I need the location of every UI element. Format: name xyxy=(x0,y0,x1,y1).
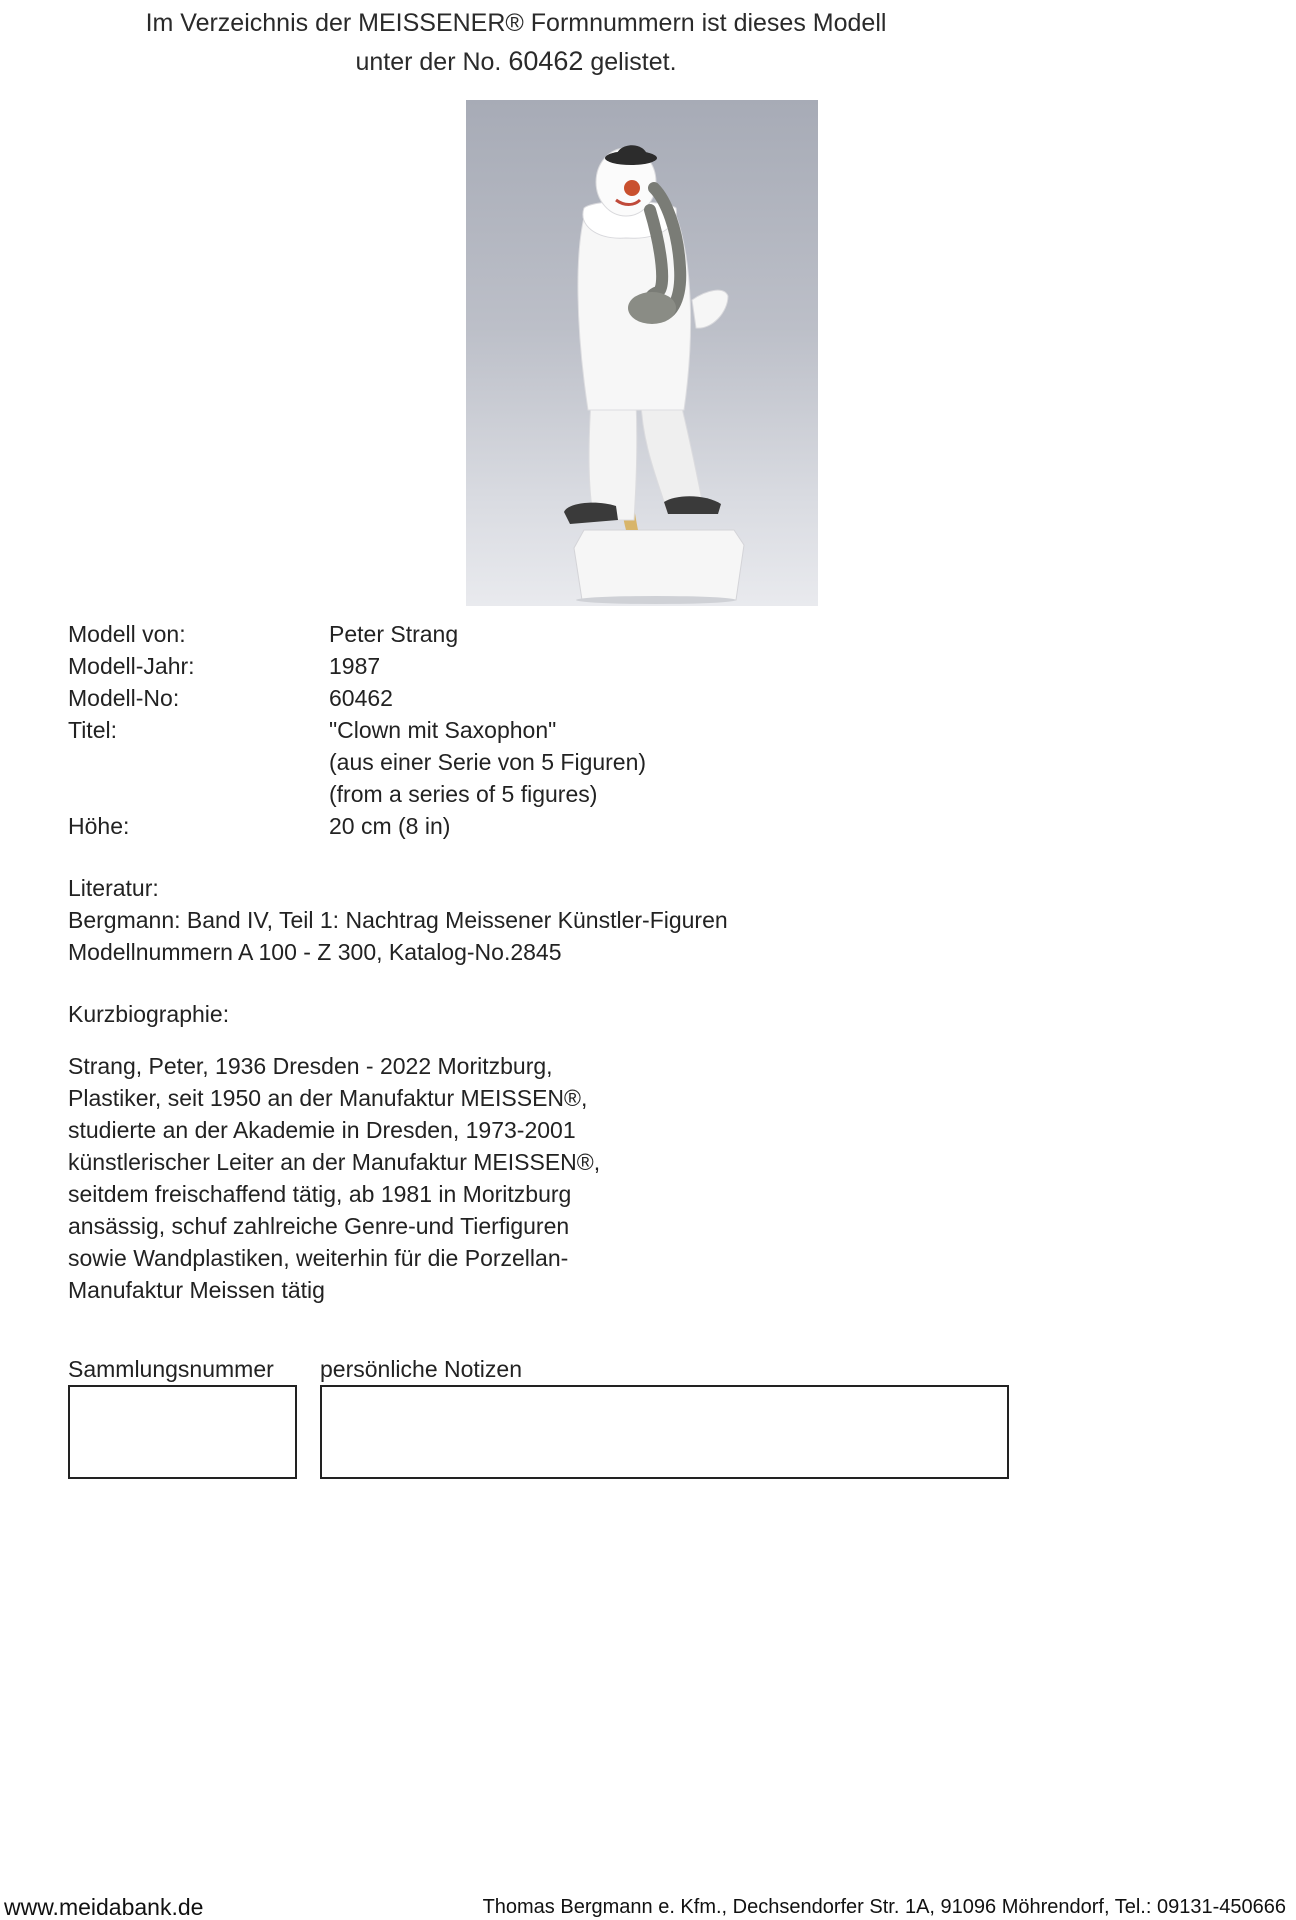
model-number-highlight: 60462 xyxy=(508,46,584,76)
detail-value: "Clown mit Saxophon" xyxy=(329,717,557,743)
header-line-2-prefix: unter der No. xyxy=(355,48,509,76)
detail-row-titel xyxy=(68,714,646,746)
detail-label: Modell-Jahr: xyxy=(68,653,195,679)
detail-row-modell-von xyxy=(68,618,646,650)
biography-line: studierte an der Akademie in Dresden, 1973-2001 xyxy=(68,1117,576,1143)
clown-figurine-illustration xyxy=(466,100,818,606)
collection-number-label: Sammlungsnummer xyxy=(68,1356,274,1382)
literature-line: Bergmann: Band IV, Teil 1: Nachtrag Meissener Künstler-Figuren xyxy=(68,907,728,933)
detail-row-hoehe xyxy=(68,810,646,842)
literature-heading: Literatur: xyxy=(68,875,159,901)
detail-row-titel-de xyxy=(68,746,646,778)
detail-row-modell-no xyxy=(68,682,646,714)
biography-line: künstlerischer Leiter an der Manufaktur MEISSEN®, xyxy=(68,1149,601,1175)
personal-notes-field[interactable] xyxy=(320,1385,1009,1479)
footer-address: Thomas Bergmann e. Kfm., Dechsendorfer Str. 1A, 91096 Möhrendorf, Tel.: 09131-450666 xyxy=(482,1896,1286,1918)
biography-line: ansässig, schuf zahlreiche Genre-und Tierfiguren xyxy=(68,1213,570,1239)
model-details xyxy=(68,618,646,842)
literature-line: Modellnummern A 100 - Z 300, Katalog-No.2845 xyxy=(68,939,562,965)
header-line-1: Im Verzeichnis der MEISSENER® Formnummern ist dieses Modell xyxy=(145,9,887,37)
detail-row-modell-jahr xyxy=(68,650,646,682)
personal-notes-label: persönliche Notizen xyxy=(320,1356,523,1382)
detail-value: (from a series of 5 figures) xyxy=(329,781,598,807)
biography-line: Manufaktur Meissen tätig xyxy=(68,1277,325,1303)
detail-label xyxy=(68,778,329,810)
detail-row-titel-en xyxy=(68,778,646,810)
biography-line: Plastiker, seit 1950 an der Manufaktur MEISSEN®, xyxy=(68,1085,588,1111)
detail-value: 20 cm (8 in) xyxy=(329,813,451,839)
biography-line: sowie Wandplastiken, weiterhin für die Porzellan- xyxy=(68,1245,569,1271)
detail-label: Höhe: xyxy=(68,813,130,839)
detail-label xyxy=(68,746,329,778)
header-line-2-suffix: gelistet. xyxy=(583,48,677,76)
header-line-2 xyxy=(0,42,1032,81)
detail-value: 60462 xyxy=(329,685,393,711)
detail-value: (aus einer Serie von 5 Figuren) xyxy=(329,749,647,775)
detail-label: Titel: xyxy=(68,717,117,743)
collection-number-field[interactable] xyxy=(68,1385,297,1479)
biography-text xyxy=(68,1050,600,1306)
footer-website-link[interactable]: www.meidabank.de xyxy=(4,1894,204,1920)
detail-label: Modell von: xyxy=(68,621,186,647)
biography-line: Strang, Peter, 1936 Dresden - 2022 Moritzburg, xyxy=(68,1053,553,1079)
detail-value: Peter Strang xyxy=(329,621,459,647)
biography-heading: Kurzbiographie: xyxy=(68,1001,230,1027)
detail-value: 1987 xyxy=(329,653,381,679)
figurine-photo xyxy=(466,100,818,606)
page-header xyxy=(0,4,1032,81)
biography-line: seitdem freischaffend tätig, ab 1981 in Moritzburg xyxy=(68,1181,572,1207)
literature-section xyxy=(68,872,728,968)
detail-label: Modell-No: xyxy=(68,685,180,711)
